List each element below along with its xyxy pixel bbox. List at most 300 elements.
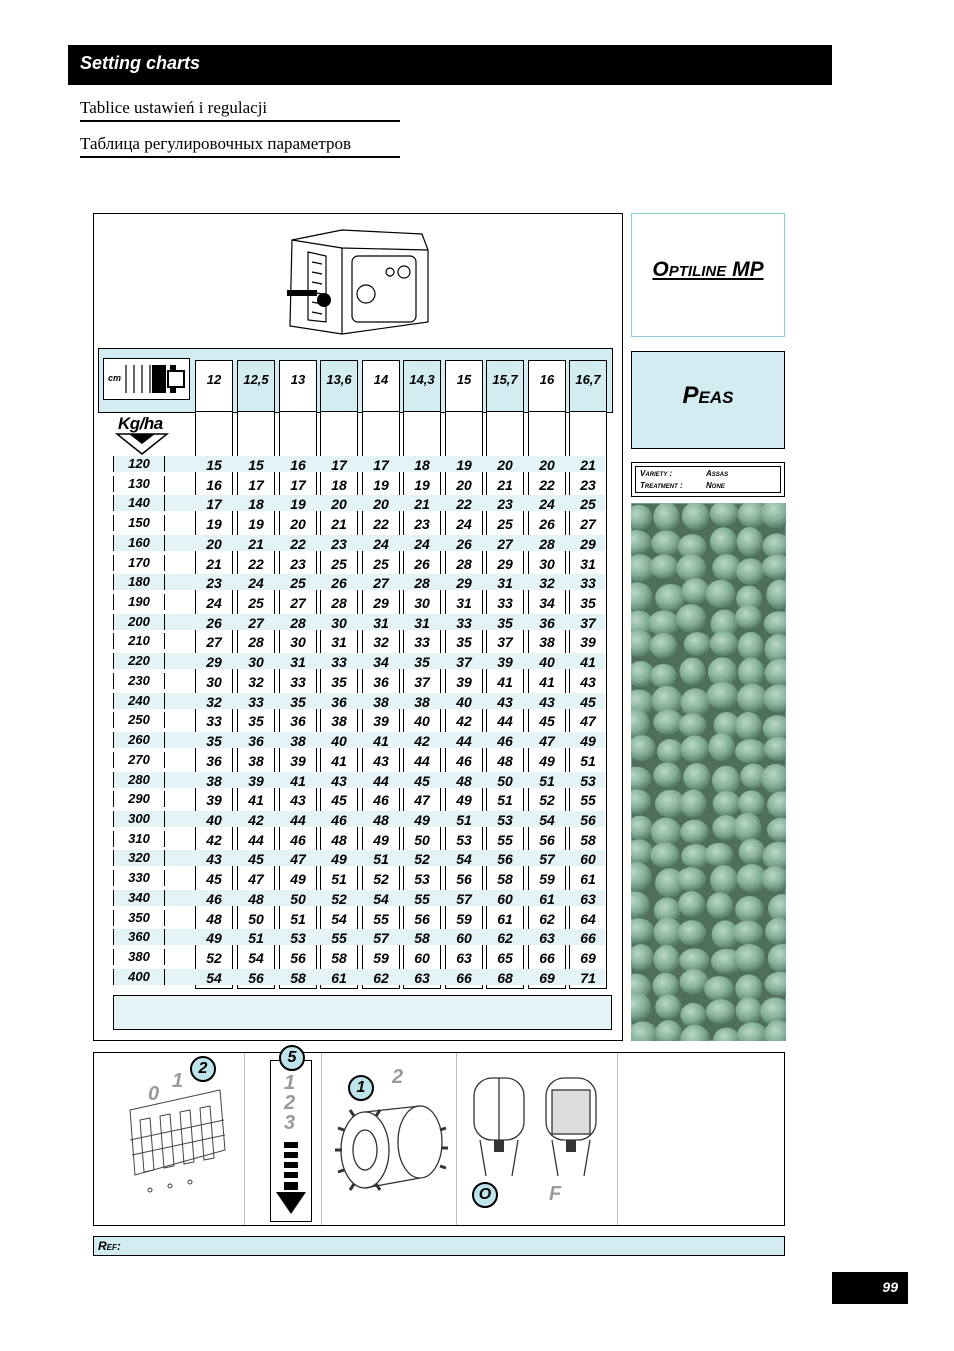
- table-cell: 33: [248, 694, 264, 710]
- pea-seed: [676, 867, 706, 891]
- table-cell: 30: [290, 634, 306, 650]
- pea-seed: [679, 969, 708, 994]
- kgha-cell: 330: [113, 870, 165, 886]
- table-cell: 33: [580, 575, 596, 591]
- table-cell: 45: [580, 694, 596, 710]
- table-cell: 53: [414, 871, 430, 887]
- table-cell: 26: [414, 556, 430, 572]
- table-cell: 43: [580, 674, 596, 690]
- table-cell: 39: [456, 674, 472, 690]
- table-cell: 44: [373, 773, 389, 789]
- crop-box: [631, 351, 785, 449]
- table-cell: 40: [539, 654, 555, 670]
- table-cell: 42: [414, 733, 430, 749]
- kgha-cell: 140: [113, 495, 165, 511]
- kgha-cell: 310: [113, 831, 165, 847]
- table-cell: 15: [248, 457, 264, 473]
- kgha-cell: 340: [113, 890, 165, 906]
- table-cell: 44: [456, 733, 472, 749]
- flap-illustration: [466, 1068, 606, 1178]
- table-cell: 43: [497, 694, 513, 710]
- table-cell: 51: [539, 773, 555, 789]
- table-cell: 60: [580, 851, 596, 867]
- table-cell: 48: [248, 891, 264, 907]
- table-cell: 57: [539, 851, 555, 867]
- table-cell: 31: [414, 615, 430, 631]
- table-cell: 31: [456, 595, 472, 611]
- table-cell: 39: [248, 773, 264, 789]
- table-cell: 35: [580, 595, 596, 611]
- table-cell: 52: [373, 871, 389, 887]
- table-cell: 24: [414, 536, 430, 552]
- pea-seed: [648, 611, 679, 637]
- table-cell: 21: [331, 516, 347, 532]
- column-header: 13: [279, 360, 317, 412]
- table-cell: 41: [497, 674, 513, 690]
- table-cell: 43: [373, 753, 389, 769]
- table-cell: 56: [497, 851, 513, 867]
- table-cell: 23: [414, 516, 430, 532]
- table-cell: 41: [290, 773, 306, 789]
- table-cell: 62: [497, 930, 513, 946]
- setting-label-0: 0: [148, 1083, 160, 1105]
- pea-seed: [706, 999, 736, 1024]
- table-cell: 19: [290, 496, 306, 512]
- table-cell: 66: [580, 930, 596, 946]
- pea-seed: [735, 712, 762, 740]
- table-cell: 49: [414, 812, 430, 828]
- pea-seed: [736, 558, 765, 585]
- table-cell: 23: [580, 477, 596, 493]
- kgha-cell: 360: [113, 929, 165, 945]
- table-cell: 23: [331, 536, 347, 552]
- variety-label: Variety :: [640, 469, 673, 478]
- table-cell: 28: [456, 556, 472, 572]
- table-cell: 53: [290, 930, 306, 946]
- table-cell: 54: [456, 851, 472, 867]
- pea-seed: [680, 790, 707, 818]
- kgha-cell: 280: [113, 772, 165, 788]
- table-cell: 28: [248, 634, 264, 650]
- kgha-cell: 250: [113, 712, 165, 728]
- pea-seed: [710, 865, 738, 895]
- table-cell: 54: [248, 950, 264, 966]
- table-cell: 23: [497, 496, 513, 512]
- pea-seed: [679, 713, 707, 737]
- cm-label: cm: [108, 373, 122, 383]
- table-cell: 17: [290, 477, 306, 493]
- table-cell: 63: [456, 950, 472, 966]
- pea-seed: [733, 920, 764, 944]
- table-cell: 20: [206, 536, 222, 552]
- table-cell: 46: [290, 832, 306, 848]
- table-cell: 16: [206, 477, 222, 493]
- ref-label: Ref:: [98, 1239, 121, 1253]
- table-cell: 60: [414, 950, 430, 966]
- pea-seed: [680, 688, 710, 717]
- table-cell: 24: [456, 516, 472, 532]
- table-cell: 22: [290, 536, 306, 552]
- table-cell: 18: [248, 496, 264, 512]
- table-cell: 46: [206, 891, 222, 907]
- table-cell: 46: [331, 812, 347, 828]
- table-cell: 69: [580, 950, 596, 966]
- product-name: Optiline MP: [652, 258, 764, 281]
- table-cell: 60: [497, 891, 513, 907]
- table-cell: 32: [248, 674, 264, 690]
- table-cell: 30: [248, 654, 264, 670]
- table-cell: 42: [456, 713, 472, 729]
- table-cell: 35: [331, 674, 347, 690]
- table-cell: 20: [456, 477, 472, 493]
- pea-seed: [650, 664, 676, 688]
- table-cell: 17: [373, 457, 389, 473]
- table-cell: 61: [497, 911, 513, 927]
- table-cell: 38: [206, 773, 222, 789]
- table-cell: 52: [206, 950, 222, 966]
- table-cell: 33: [456, 615, 472, 631]
- table-cell: 35: [248, 713, 264, 729]
- table-cell: 44: [497, 713, 513, 729]
- table-cell: 28: [290, 615, 306, 631]
- table-cell: 56: [414, 911, 430, 927]
- table-cell: 31: [373, 615, 389, 631]
- variety-box: [631, 462, 785, 497]
- pea-seed: [707, 682, 739, 709]
- pea-seed: [682, 503, 710, 531]
- kgha-cell: 150: [113, 515, 165, 531]
- table-cell: 25: [248, 595, 264, 611]
- table-cell: 52: [539, 792, 555, 808]
- table-cell: 51: [331, 871, 347, 887]
- table-cell: 20: [331, 496, 347, 512]
- table-cell: 27: [373, 575, 389, 591]
- table-cell: 39: [373, 713, 389, 729]
- table-cell: 39: [497, 654, 513, 670]
- table-cell: 23: [206, 575, 222, 591]
- column-header: 16: [528, 360, 566, 412]
- pea-seed: [676, 554, 706, 582]
- pea-seed: [680, 1003, 706, 1027]
- column-header: 15,7: [486, 360, 524, 412]
- table-cell: 22: [373, 516, 389, 532]
- table-cell: 59: [539, 871, 555, 887]
- table-cell: 45: [414, 773, 430, 789]
- column-header: 12: [195, 360, 233, 412]
- column-header: 14,3: [403, 360, 441, 412]
- pea-seed: [736, 997, 763, 1024]
- flap-open-label: O: [472, 1182, 498, 1208]
- table-cell: 57: [456, 891, 472, 907]
- table-cell: 25: [580, 496, 596, 512]
- table-cell: 36: [248, 733, 264, 749]
- table-cell: 27: [290, 595, 306, 611]
- pea-seed: [735, 739, 766, 764]
- step-selected: 5: [279, 1045, 305, 1071]
- table-cell: 49: [206, 930, 222, 946]
- kgha-cell: 380: [113, 949, 165, 965]
- table-cell: 61: [580, 871, 596, 887]
- table-cell: 54: [206, 970, 222, 986]
- table-cell: 38: [290, 733, 306, 749]
- table-cell: 57: [373, 930, 389, 946]
- pea-seed: [738, 632, 764, 661]
- table-cell: 35: [414, 654, 430, 670]
- table-cell: 50: [248, 911, 264, 927]
- table-cell: 31: [497, 575, 513, 591]
- table-cell: 29: [580, 536, 596, 552]
- pea-seed: [676, 604, 706, 632]
- table-cell: 55: [414, 891, 430, 907]
- table-cell: 56: [580, 812, 596, 828]
- table-cell: 24: [248, 575, 264, 591]
- table-cell: 62: [373, 970, 389, 986]
- table-cell: 18: [331, 477, 347, 493]
- table-cell: 47: [539, 733, 555, 749]
- table-cell: 49: [456, 792, 472, 808]
- table-cell: 23: [290, 556, 306, 572]
- pea-seed: [684, 632, 711, 656]
- table-cell: 40: [331, 733, 347, 749]
- pea-seed: [681, 735, 709, 762]
- column-header: 12,5: [237, 360, 275, 412]
- pea-seed: [707, 892, 734, 918]
- pea-seed: [733, 813, 761, 843]
- table-cell: 27: [497, 536, 513, 552]
- table-cell: 31: [580, 556, 596, 572]
- table-cell: 35: [497, 615, 513, 631]
- pea-seed: [683, 763, 710, 791]
- table-cell: 53: [456, 832, 472, 848]
- kgha-cell: 200: [113, 614, 165, 630]
- kgha-cell: 130: [113, 476, 165, 492]
- table-cell: 28: [414, 575, 430, 591]
- table-cell: 25: [497, 516, 513, 532]
- table-cell: 42: [206, 832, 222, 848]
- table-cell: 26: [456, 536, 472, 552]
- table-cell: 56: [539, 832, 555, 848]
- gear-label-2: 2: [392, 1066, 404, 1088]
- table-cell: 47: [414, 792, 430, 808]
- table-cell: 32: [539, 575, 555, 591]
- table-cell: 53: [580, 773, 596, 789]
- pea-seed: [650, 633, 677, 659]
- table-cell: 35: [456, 634, 472, 650]
- kgha-cell: 350: [113, 910, 165, 926]
- table-cell: 58: [497, 871, 513, 887]
- table-cell: 25: [290, 575, 306, 591]
- table-cell: 38: [331, 713, 347, 729]
- table-cell: 47: [248, 871, 264, 887]
- table-cell: 55: [497, 832, 513, 848]
- pea-seed: [705, 843, 734, 867]
- table-cell: 47: [580, 713, 596, 729]
- table-cell: 31: [331, 634, 347, 650]
- table-cell: 45: [248, 851, 264, 867]
- pea-seed: [650, 555, 679, 580]
- table-cell: 47: [290, 851, 306, 867]
- pea-seed: [704, 976, 734, 1001]
- pea-seed: [653, 710, 683, 735]
- table-cell: 48: [331, 832, 347, 848]
- kgha-cell: 320: [113, 850, 165, 866]
- table-cell: 29: [206, 654, 222, 670]
- table-cell: 49: [290, 871, 306, 887]
- table-cell: 30: [206, 674, 222, 690]
- table-cell: 39: [206, 792, 222, 808]
- table-cell: 20: [539, 457, 555, 473]
- table-cell: 50: [414, 832, 430, 848]
- table-cell: 38: [414, 694, 430, 710]
- table-cell: 41: [248, 792, 264, 808]
- column-header: 15: [445, 360, 483, 412]
- table-cell: 53: [497, 812, 513, 828]
- table-cell: 44: [290, 812, 306, 828]
- pea-seed: [737, 684, 768, 713]
- table-cell: 46: [456, 753, 472, 769]
- table-cell: 36: [373, 674, 389, 690]
- table-cell: 50: [497, 773, 513, 789]
- table-cell: 29: [497, 556, 513, 572]
- step-down-arrow-icon: [274, 1140, 308, 1216]
- table-cell: 45: [331, 792, 347, 808]
- table-cell: 56: [248, 970, 264, 986]
- table-cell: 63: [539, 930, 555, 946]
- table-cell: 34: [373, 654, 389, 670]
- table-cell: 36: [206, 753, 222, 769]
- pea-seed: [655, 584, 685, 612]
- distributor-units-illustration: [120, 1080, 230, 1200]
- table-cell: 49: [373, 832, 389, 848]
- table-cell: 41: [539, 674, 555, 690]
- table-cell: 33: [497, 595, 513, 611]
- table-cell: 19: [456, 457, 472, 473]
- pea-seed: [737, 527, 763, 557]
- kgha-cell: 180: [113, 574, 165, 590]
- pea-seed: [653, 503, 679, 532]
- page-number-box: [832, 1272, 908, 1304]
- table-cell: 36: [290, 713, 306, 729]
- table-cell: 45: [206, 871, 222, 887]
- table-cell: 58: [290, 970, 306, 986]
- table-cell: 49: [580, 733, 596, 749]
- variety-value: Assas: [706, 469, 729, 478]
- pea-seed: [739, 839, 766, 865]
- kgha-cell: 160: [113, 535, 165, 551]
- kgha-cell: 120: [113, 456, 165, 472]
- pea-seed: [713, 791, 741, 817]
- table-cell: 17: [248, 477, 264, 493]
- table-cell: 26: [206, 615, 222, 631]
- table-cell: 34: [539, 595, 555, 611]
- table-cell: 46: [497, 733, 513, 749]
- table-cell: 20: [497, 457, 513, 473]
- step-label-1: 1: [284, 1072, 296, 1094]
- pea-seed: [655, 995, 681, 1020]
- table-cell: 56: [456, 871, 472, 887]
- table-cell: 64: [580, 911, 596, 927]
- kgha-cell: 240: [113, 693, 165, 709]
- table-cell: 59: [373, 950, 389, 966]
- flap-closed-label: F: [549, 1183, 562, 1205]
- kgha-cell: 230: [113, 673, 165, 689]
- table-cell: 40: [414, 713, 430, 729]
- pea-seed: [678, 891, 705, 917]
- table-cell: 54: [539, 812, 555, 828]
- pea-seed: [738, 658, 765, 687]
- pea-seed: [678, 920, 707, 945]
- table-cell: 39: [580, 634, 596, 650]
- pea-seed: [734, 944, 765, 972]
- table-cell: 19: [414, 477, 430, 493]
- table-cell: 22: [248, 556, 264, 572]
- table-cell: 33: [290, 674, 306, 690]
- table-cell: 43: [290, 792, 306, 808]
- table-cell: 61: [331, 970, 347, 986]
- table-cell: 63: [580, 891, 596, 907]
- page-number: 99: [882, 1279, 898, 1295]
- table-cell: 41: [331, 753, 347, 769]
- table-cell: 25: [373, 556, 389, 572]
- treatment-value: None: [706, 481, 725, 490]
- table-cell: 29: [456, 575, 472, 591]
- table-cell: 24: [373, 536, 389, 552]
- down-arrow-icon: [115, 432, 169, 458]
- table-cell: 38: [373, 694, 389, 710]
- table-cell: 33: [206, 713, 222, 729]
- table-cell: 25: [331, 556, 347, 572]
- setting-label-1: 1: [172, 1070, 184, 1092]
- pea-seed: [653, 763, 681, 788]
- table-cell: 44: [248, 832, 264, 848]
- table-cell: 36: [539, 615, 555, 631]
- table-cell: 16: [290, 457, 306, 473]
- table-cell: 48: [206, 911, 222, 927]
- table-cell: 24: [539, 496, 555, 512]
- table-cell: 28: [539, 536, 555, 552]
- table-cell: 21: [497, 477, 513, 493]
- gear-label-1: 1: [348, 1075, 374, 1101]
- table-cell: 71: [580, 970, 596, 986]
- table-cell: 37: [497, 634, 513, 650]
- table-cell: 27: [206, 634, 222, 650]
- table-cell: 31: [290, 654, 306, 670]
- table-cell: 21: [414, 496, 430, 512]
- table-cell: 51: [290, 911, 306, 927]
- table-cell: 68: [497, 970, 513, 986]
- tractor-icon: [103, 358, 190, 400]
- table-cell: 27: [580, 516, 596, 532]
- table-cell: 37: [414, 674, 430, 690]
- table-cell: 50: [290, 891, 306, 907]
- table-cell: 30: [539, 556, 555, 572]
- table-cell: 58: [331, 950, 347, 966]
- pea-seed-photo: [631, 503, 786, 1041]
- table-cell: 19: [206, 516, 222, 532]
- table-cell: 55: [331, 930, 347, 946]
- table-cell: 33: [331, 654, 347, 670]
- table-cell: 26: [331, 575, 347, 591]
- table-cell: 45: [539, 713, 555, 729]
- table-cell: 52: [414, 851, 430, 867]
- ref-bar: [93, 1236, 785, 1256]
- table-cell: 48: [373, 812, 389, 828]
- kgha-cell: 220: [113, 653, 165, 669]
- kgha-cell: 400: [113, 969, 165, 985]
- pea-seed: [681, 578, 709, 604]
- setting-label-2: 2: [190, 1056, 216, 1082]
- table-cell: 51: [248, 930, 264, 946]
